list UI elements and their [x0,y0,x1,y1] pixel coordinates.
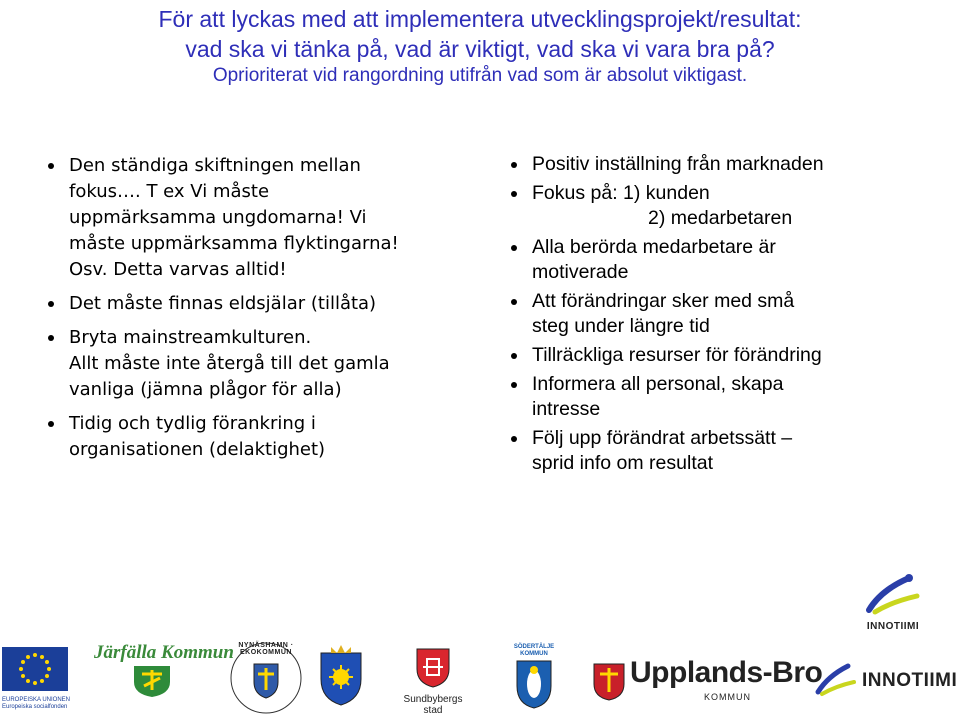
upplandsbro-shield-icon [592,662,626,702]
bullet-item [48,291,428,317]
bullet-item [511,343,931,368]
sodertalje-shield-icon [514,658,554,710]
bullet-line: Fokus på: 1) kunden [532,182,710,204]
ekokommun-logo-text: NYNÄSHAMN · EKOKOMMUN [238,642,294,656]
bullet-item [511,152,931,177]
bullet-line: Det måste finnas eldsjälar (tillåta) [69,293,377,314]
bullet-item [511,289,931,339]
innotiimi-logo-top [858,570,928,630]
upplandsbro-logo [592,656,823,706]
sundbyberg-crest-icon [413,645,453,689]
sundbyberg-line-1: Sundbybergs [403,694,463,705]
bullet-item [511,372,931,422]
bullet-line: Alla berörda medarbetare är [532,236,776,258]
innotiimi-bottom-text: INNOTIIMI [862,670,958,691]
bullet-line: Allt måste inte återgå till det gamla [69,353,390,374]
sodertalje-logo-text: SÖDERTÄLJE KOMMUN [513,644,555,657]
bullet-item [511,181,931,231]
bullet-line: Den ständiga skiftningen mellan [69,155,361,176]
eu-logo-line-1: EUROPEISKA UNIONEN [2,697,71,703]
sundbyberg-logo [398,645,468,717]
left-bullet-list [48,153,428,471]
bullet-line-indented: 2) medarbetaren [648,207,793,229]
innotiimi-top-text: INNOTIIMI [866,621,920,632]
sundbyberg-line-2: stad [423,705,443,716]
bullet-item [48,153,428,283]
bullet-line: steg under längre tid [532,315,710,337]
bullet-line: Osv. Detta varvas alltid! [69,259,287,280]
bullet-line: Informera all personal, skapa [532,373,784,395]
bullet-item [48,411,428,463]
upplandsbro-name: Upplands-Bro [630,656,823,689]
shield-icon [315,643,367,707]
innotiimi-swoosh-icon [861,570,925,616]
upplandsbro-sub: KOMMUN [704,692,751,702]
title-line-2: vad ska vi tänka på, vad är viktigt, vad ska vi vara bra på? [185,36,775,62]
bullet-line: fokus…. T ex Vi måste [69,181,270,202]
eu-logo-line-2: Europeiska socialfonden [2,704,68,710]
bullet-item [511,426,931,476]
right-bullet-list [511,152,931,480]
bullet-item [511,235,931,285]
bullet-line: sprid info om resultat [532,452,713,474]
bullet-line: uppmärksamma ungdomarna! Vi [69,207,367,228]
bullet-line: motiverade [532,261,629,283]
bullet-line: Följ upp förändrat arbetssätt – [532,427,793,449]
jarfalla-shield-icon [132,664,172,698]
bullet-line: vanliga (jämna plågor för alla) [69,379,342,400]
slide-subtitle: Oprioriterat vid rangordning utifrån vad som är absolut viktigast. [212,65,748,86]
bullet-line: organisationen (delaktighet) [69,439,326,460]
jarfalla-logo [94,642,234,704]
kommun-shield-logo [315,643,367,707]
ekokommun-logo [226,640,306,715]
jarfalla-logo-text: Järfälla Kommun [94,642,234,663]
bullet-line: intresse [532,398,601,420]
eu-flag-icon [2,647,68,691]
innotiimi-swoosh-icon [814,660,858,698]
eu-logo [2,647,71,711]
title-line-1: För att lyckas med att implementera utvecklingsprojekt/resultat: [158,6,802,32]
sodertalje-logo [507,644,561,714]
bullet-line: Att förändringar sker med små [532,290,795,312]
bullet-line: Bryta mainstreamkulturen. [69,327,312,348]
bullet-line: Positiv inställning från marknaden [532,153,824,175]
bullet-item [48,325,428,403]
bullet-line: Tillräckliga resurser för förändring [532,344,822,366]
bullet-line: Tidig och tydlig förankring i [69,413,316,434]
slide-title [0,4,960,64]
bullet-line: måste uppmärksamma flyktingarna! [69,233,399,254]
innotiimi-logo-bottom [814,660,960,700]
